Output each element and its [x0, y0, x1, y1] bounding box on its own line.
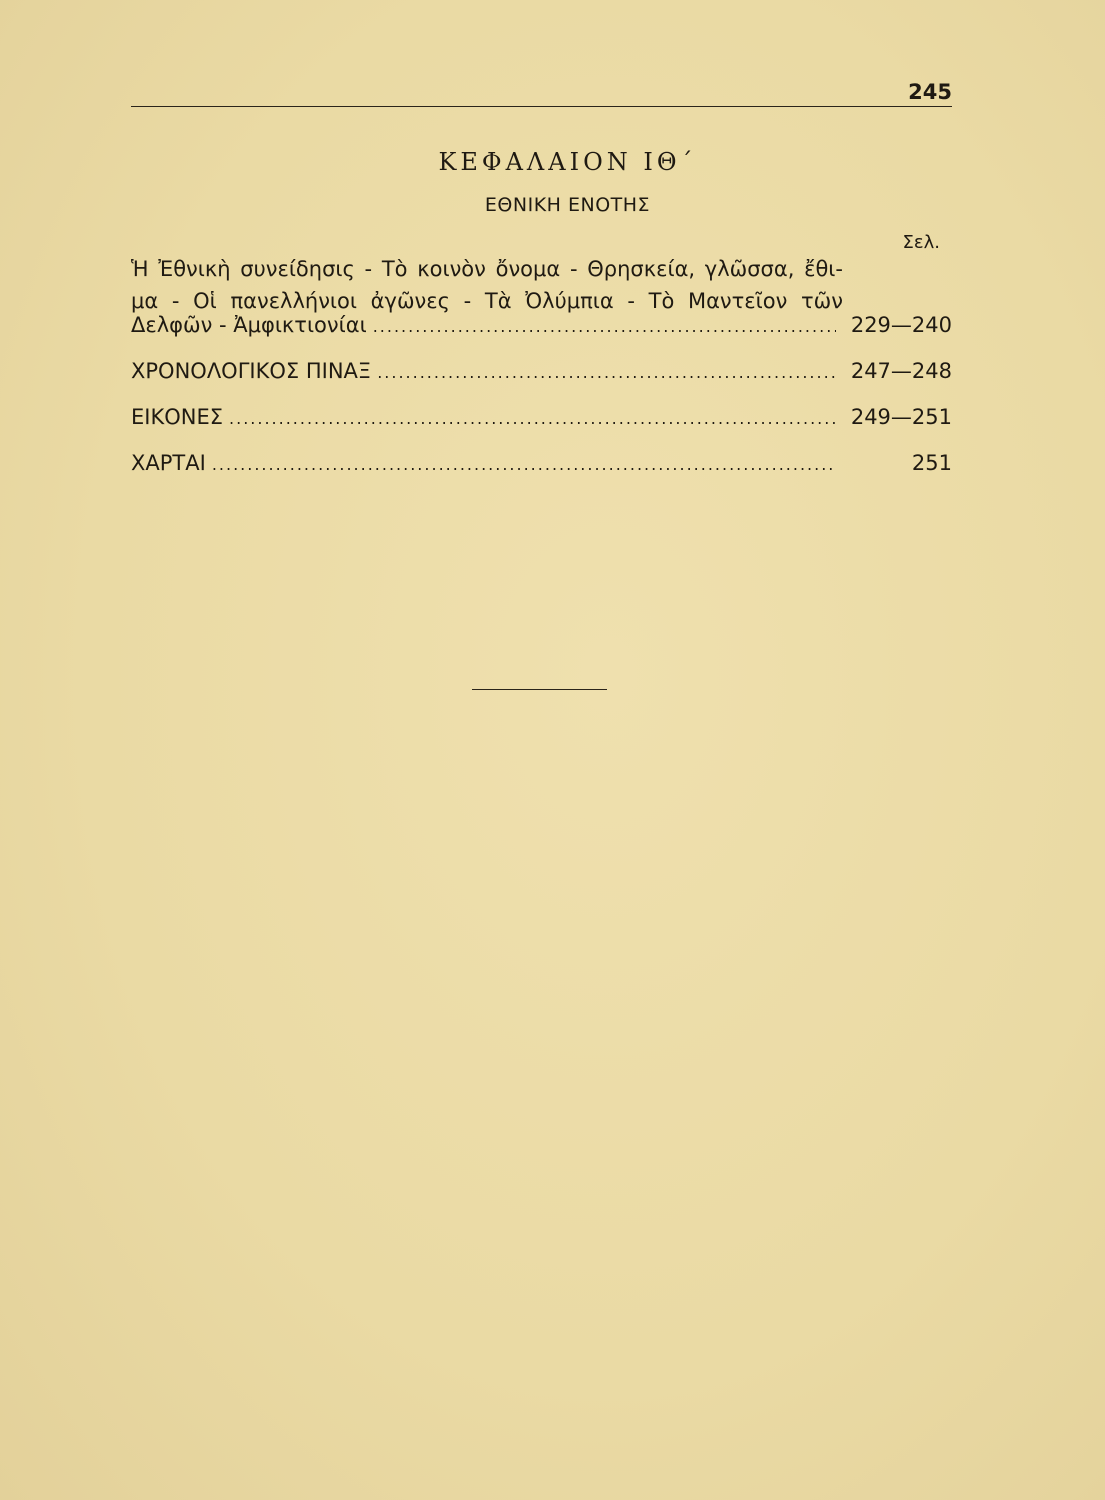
toc-row-main-entry — [131, 309, 952, 341]
dot-leader — [212, 449, 836, 481]
toc-pages-images: 249—251 — [850, 405, 952, 429]
page-column-label: Σελ. — [902, 232, 940, 253]
chapter-subtitle: ΕΘΝΙΚΗ ΕΝΟΤΗΣ — [484, 194, 651, 216]
main-entry-line-3: Δελφῶν - Ἀμφικτιονίαι — [131, 313, 367, 337]
header-rule — [131, 106, 952, 107]
dot-leader — [229, 403, 836, 435]
toc-label-chronology: ΧΡΟΝΟΛΟΓΙΚΟΣ ΠΙΝΑΞ — [131, 359, 372, 383]
main-entry-line-2: μα - Οἱ πανελλήνιοι ἀγῶνες - Τὰ Ὀλύμπια - Τὸ Μαντεῖον τῶν — [131, 289, 843, 313]
toc-pages-maps: 251 — [911, 451, 952, 475]
toc-row-images — [131, 401, 952, 433]
page-number: 245 — [908, 80, 952, 104]
chapter-title: ΚΕΦΑΛΑΙΟΝ ΙΘ΄ — [438, 148, 697, 176]
toc-row-maps — [131, 447, 952, 479]
toc-pages-chronology: 247—248 — [850, 359, 952, 383]
toc-label-images: ΕΙΚΟΝΕΣ — [131, 405, 224, 429]
main-entry-text — [131, 253, 843, 317]
dot-leader — [373, 311, 836, 343]
dot-leader — [377, 357, 836, 389]
main-entry-line-1: Ἡ Ἐθνικὴ συνείδησις - Τὸ κοινὸν ὄνομα - Θρησκεία, γλῶσσα, ἔθι- — [131, 257, 843, 281]
toc-label-maps: ΧΑΡΤΑΙ — [131, 451, 206, 475]
toc-row-chronology — [131, 355, 952, 387]
main-entry-pages: 229—240 — [850, 313, 952, 337]
section-divider — [472, 689, 607, 690]
